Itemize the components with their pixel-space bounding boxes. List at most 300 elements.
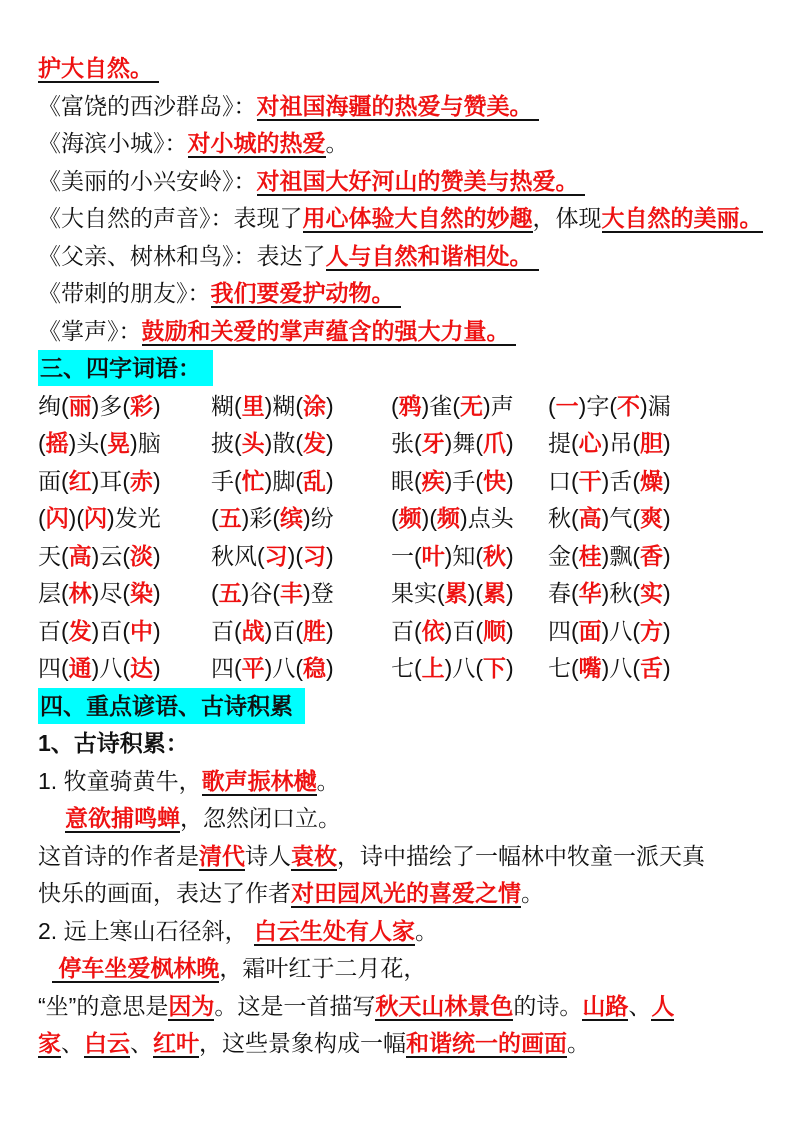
text-segment: “坐”的意思是 xyxy=(38,992,169,1019)
text-segment: 、 xyxy=(130,1030,153,1056)
text-segment: ( xyxy=(122,617,131,644)
text-segment: ) xyxy=(506,617,514,644)
text-segment-red-underline: 对祖国海疆的热爱与赞美。 xyxy=(256,92,539,119)
text-segment: ) xyxy=(601,617,610,644)
text-segment-red-underline: 歌声振林樾 xyxy=(201,767,317,794)
idiom-cell xyxy=(391,500,548,538)
text-segment-red: 燥 xyxy=(640,467,664,494)
text-segment: 雀 xyxy=(429,392,453,419)
text-segment: ) xyxy=(506,580,514,606)
idiom-cell xyxy=(211,538,391,576)
text-segment: ) xyxy=(264,617,273,644)
text-segment-red: 上 xyxy=(421,655,445,681)
text-segment-red-underline: 山路 xyxy=(582,992,629,1019)
text-segment: 八 xyxy=(99,655,123,681)
text-segment: 口 xyxy=(548,467,571,494)
text-segment: 、 xyxy=(628,992,652,1019)
idiom-cell xyxy=(38,575,211,613)
text-segment: 纷 xyxy=(310,505,334,531)
text-segment-red-underline: 因为 xyxy=(168,992,215,1019)
text-segment: 脑 xyxy=(137,430,161,456)
text-segment-red: 叶 xyxy=(421,542,445,569)
idiom-row xyxy=(38,613,775,651)
text-segment: 百 xyxy=(272,617,296,644)
text-segment-red: 闪 xyxy=(84,505,108,531)
text-segment-red: 鸦 xyxy=(398,392,422,419)
text-segment-red: 牙 xyxy=(421,430,445,456)
text-segment-red: 累 xyxy=(444,580,468,606)
text-segment-red: 实 xyxy=(640,580,664,606)
text-segment-red: 缤 xyxy=(280,505,304,531)
text-segment-red-underline: 红叶 xyxy=(153,1030,199,1056)
text-segment: 《海滨小城》： xyxy=(38,130,188,156)
text-segment-red: 赤 xyxy=(130,467,154,494)
text-segment: ) xyxy=(91,655,100,681)
text-segment: ) xyxy=(663,467,671,494)
idiom-cell xyxy=(211,500,391,538)
text-segment-red-underline: 和谐统一的画面 xyxy=(406,1030,567,1056)
text-segment-red-underline: 白云 xyxy=(84,1030,130,1056)
text-segment: ( xyxy=(295,617,304,644)
text-segment: ( xyxy=(452,392,461,419)
text-segment: ( xyxy=(99,430,108,456)
text-segment: ) xyxy=(601,467,610,494)
text-segment-red: 爪 xyxy=(483,430,507,456)
text-segment: ) xyxy=(506,655,514,681)
text-segment: ( xyxy=(414,655,422,681)
text-segment: ( xyxy=(272,505,281,531)
text-segment: 天 xyxy=(38,542,61,569)
text-segment-red: 频 xyxy=(398,505,422,531)
text-segment: 登 xyxy=(310,580,334,606)
text-segment-red: 秋 xyxy=(483,542,507,569)
text-segment: ) xyxy=(663,655,671,681)
text-segment: 。 xyxy=(325,130,349,156)
text-segment: 1. 牧童骑黄牛， xyxy=(38,767,202,794)
text-segment-red-underline: 大自然的美丽。 xyxy=(601,205,763,231)
text-segment: 字 xyxy=(586,392,610,419)
text-segment: 《美丽的小兴安岭》： xyxy=(38,167,257,194)
text-segment: 《富饶的西沙群岛》： xyxy=(38,92,257,119)
text-segment: ( xyxy=(234,430,242,456)
text-segment: 一 xyxy=(391,542,414,569)
section-4-header xyxy=(38,688,775,726)
text-segment: ( xyxy=(632,617,641,644)
text-segment: 七 xyxy=(391,655,414,681)
text-segment: ) xyxy=(130,430,138,456)
text-segment: ) xyxy=(578,392,587,419)
text-segment-red: 战 xyxy=(241,617,265,644)
poem1-line2 xyxy=(38,800,775,838)
text-segment: ( xyxy=(61,655,69,681)
text-segment: ( xyxy=(234,467,242,494)
text-segment: ( xyxy=(295,655,304,681)
text-segment: ( xyxy=(571,467,579,494)
text-segment-red: 高 xyxy=(578,505,602,531)
text-segment: 层 xyxy=(38,580,61,606)
text-segment: ( xyxy=(475,467,484,494)
text-segment: ( xyxy=(475,542,484,569)
text-segment-red-underline: 白云生处有人家 xyxy=(253,917,415,944)
text-segment: ( xyxy=(122,542,131,569)
text-segment: 眼 xyxy=(391,467,414,494)
text-segment-red-underline: 意欲捕鸣蝉 xyxy=(65,805,180,831)
text-segment: ( xyxy=(571,430,579,456)
poem1-analysis-2 xyxy=(38,875,775,913)
poem2-line1 xyxy=(38,913,775,951)
text-segment: ( xyxy=(122,467,131,494)
lesson-applause xyxy=(38,313,775,351)
text-segment-red-underline: 袁枚 xyxy=(291,842,337,869)
lesson-prickly-friend xyxy=(38,275,775,313)
text-segment: ) xyxy=(264,430,273,456)
idiom-cell xyxy=(38,463,211,501)
text-segment-red: 里 xyxy=(241,392,265,419)
text-segment: ( xyxy=(61,467,69,494)
idiom-cell xyxy=(548,613,775,651)
text-segment-red-underline: 对小城的热爱 xyxy=(187,130,326,156)
text-segment: ) xyxy=(506,467,514,494)
text-segment: ( xyxy=(414,430,422,456)
text-segment: ( xyxy=(632,467,641,494)
text-segment: ( xyxy=(61,617,69,644)
idiom-cell xyxy=(391,388,548,426)
text-segment-red: 发 xyxy=(68,617,92,644)
text-segment: ) xyxy=(326,542,334,569)
text-segment-red-underline: 对田园风光的喜爱之情 xyxy=(291,880,521,906)
text-segment: 的诗。 xyxy=(513,992,583,1019)
text-segment-red: 染 xyxy=(130,580,154,606)
idiom-row xyxy=(38,538,775,576)
text-segment: 、 xyxy=(61,1030,84,1056)
text-segment: ( xyxy=(571,617,579,644)
text-segment-red-underline: 鼓励和关爱的掌声蕴含的强大力量。 xyxy=(141,317,516,344)
text-segment: 春 xyxy=(548,580,571,606)
text-segment: 这首诗的作者是 xyxy=(38,842,199,869)
text-segment: ( xyxy=(414,617,422,644)
text-segment-red: 舌 xyxy=(640,655,664,681)
text-segment-red: 一 xyxy=(555,392,579,419)
text-segment: ) xyxy=(467,580,476,606)
text-segment: ) xyxy=(241,580,250,606)
text-segment: ( xyxy=(429,505,438,531)
text-segment: ( xyxy=(211,580,219,606)
text-segment: ( xyxy=(122,655,131,681)
text-segment-red-underline: 停车坐爱枫林晚 xyxy=(52,955,220,981)
text-segment-red: 红 xyxy=(68,467,92,494)
text-segment: ) xyxy=(326,655,334,681)
text-segment: 百 xyxy=(452,617,476,644)
text-segment: 点头 xyxy=(467,505,514,531)
text-segment: ) xyxy=(287,542,296,569)
text-segment: ( xyxy=(122,392,131,419)
text-segment: 四 xyxy=(548,617,571,644)
lesson-father-woods-birds xyxy=(38,238,775,276)
text-segment: 百 xyxy=(99,617,123,644)
text-segment: 《父亲、树林和鸟》：表达了 xyxy=(38,242,326,269)
text-segment: 《掌声》： xyxy=(38,317,142,344)
document-content xyxy=(38,50,775,1063)
idiom-cell xyxy=(548,425,775,463)
text-segment: ( xyxy=(234,392,242,419)
text-segment: ) xyxy=(153,617,161,644)
text-segment-red: 爽 xyxy=(640,505,664,531)
text-segment: ，体现 xyxy=(532,205,602,231)
idiom-row xyxy=(38,575,775,613)
text-segment-red: 摇 xyxy=(45,430,69,456)
text-segment: ) xyxy=(663,542,671,569)
text-segment: ( xyxy=(571,655,579,681)
text-segment: 知 xyxy=(452,542,476,569)
text-segment: 谷 xyxy=(249,580,273,606)
text-segment: 秋 xyxy=(548,505,571,531)
text-segment: 发光 xyxy=(114,505,161,531)
text-segment: 绚 xyxy=(38,392,61,419)
text-segment: 耳 xyxy=(99,467,123,494)
text-segment: ) xyxy=(601,655,610,681)
text-segment-red: 淡 xyxy=(130,542,154,569)
section-header: 四、重点谚语、古诗积累 xyxy=(38,688,305,724)
idiom-cell xyxy=(38,500,211,538)
text-segment: 云 xyxy=(99,542,123,569)
idiom-cell xyxy=(38,425,211,463)
idiom-cell xyxy=(391,425,548,463)
text-segment: ) xyxy=(506,430,514,456)
text-segment: ) xyxy=(444,617,453,644)
text-segment-red: 忙 xyxy=(241,467,265,494)
idiom-cell xyxy=(38,538,211,576)
text-segment: 八 xyxy=(452,655,476,681)
idiom-cell xyxy=(38,613,211,651)
text-segment: ) xyxy=(91,617,100,644)
idiom-row xyxy=(38,388,775,426)
text-segment: 散 xyxy=(272,430,296,456)
text-segment-red-underline: 人 xyxy=(651,992,675,1019)
text-segment-red-underline: 清代 xyxy=(199,842,245,869)
text-segment: ( xyxy=(38,430,46,456)
text-segment: 舌 xyxy=(609,467,633,494)
text-segment-red: 依 xyxy=(421,617,445,644)
text-segment-red-underline: 秋天山林景色 xyxy=(375,992,514,1019)
text-segment-red-underline: 对祖国大好河山的赞美与热爱。 xyxy=(256,167,585,194)
text-segment-red: 丽 xyxy=(68,392,92,419)
text-segment: 头 xyxy=(76,430,100,456)
text-segment: ( xyxy=(295,542,304,569)
lesson-xisha-islands xyxy=(38,88,775,126)
text-segment: 披 xyxy=(211,430,234,456)
text-segment: ( xyxy=(295,392,304,419)
text-segment-red: 头 xyxy=(241,430,265,456)
text-segment: 提 xyxy=(548,430,571,456)
text-segment: ) xyxy=(421,505,430,531)
text-segment-red-underline: 我们要爱护动物。 xyxy=(210,280,401,306)
idiom-cell xyxy=(548,500,775,538)
text-segment-red: 方 xyxy=(640,617,664,644)
text-segment: 吊 xyxy=(609,430,633,456)
text-segment: ( xyxy=(38,505,46,531)
idiom-row xyxy=(38,425,775,463)
text-segment-bold: 1、古诗积累： xyxy=(38,730,189,756)
text-segment-red: 林 xyxy=(68,580,92,606)
text-segment: 彩 xyxy=(249,505,273,531)
text-segment-red: 稳 xyxy=(303,655,327,681)
idiom-cell xyxy=(211,388,391,426)
text-segment: ) xyxy=(421,392,430,419)
text-segment: ) xyxy=(68,505,77,531)
text-segment-red: 心 xyxy=(578,430,602,456)
text-segment: ) xyxy=(444,542,453,569)
text-segment: ( xyxy=(234,655,242,681)
text-segment: 糊 xyxy=(211,392,234,419)
idiom-cell xyxy=(211,425,391,463)
text-segment: ，这些景象构成一幅 xyxy=(199,1030,406,1056)
text-segment: ) xyxy=(601,580,610,606)
text-segment-red: 快 xyxy=(483,467,507,494)
text-segment-red: 五 xyxy=(218,505,242,531)
idiom-cell xyxy=(391,538,548,576)
text-segment: ( xyxy=(76,505,85,531)
text-segment: ( xyxy=(571,505,579,531)
text-segment-red: 嘴 xyxy=(578,655,602,681)
text-segment-red: 疾 xyxy=(421,467,445,494)
text-segment: ) xyxy=(153,542,161,569)
text-segment: ( xyxy=(391,392,399,419)
poem2-analysis-2 xyxy=(38,1025,775,1063)
text-segment: ) xyxy=(303,580,311,606)
text-segment: ( xyxy=(272,580,281,606)
text-segment: ，霜叶红于二月花， xyxy=(219,955,427,981)
text-segment: 秋风 xyxy=(211,542,257,569)
text-segment: ( xyxy=(437,580,445,606)
text-segment: ) xyxy=(640,392,648,419)
text-segment: ) xyxy=(326,430,334,456)
text-segment: ) xyxy=(483,392,491,419)
text-segment-red: 习 xyxy=(303,542,327,569)
text-segment: ( xyxy=(61,542,69,569)
text-segment: ) xyxy=(601,505,610,531)
text-segment-red: 五 xyxy=(218,580,242,606)
text-segment-red: 高 xyxy=(68,542,92,569)
text-segment: ( xyxy=(609,392,618,419)
text-segment: ) xyxy=(326,467,334,494)
text-segment-red: 达 xyxy=(130,655,154,681)
text-segment: 诗人 xyxy=(245,842,291,869)
text-segment: ( xyxy=(571,542,579,569)
text-segment-red: 干 xyxy=(578,467,602,494)
text-segment: ( xyxy=(234,617,242,644)
text-segment-red: 下 xyxy=(483,655,507,681)
text-segment: ) xyxy=(91,392,100,419)
text-segment: ) xyxy=(444,430,453,456)
text-segment: 百 xyxy=(38,617,61,644)
text-segment: 。 xyxy=(521,880,544,906)
carryover-line xyxy=(38,50,775,88)
idiom-cell xyxy=(211,650,391,688)
text-segment: ( xyxy=(475,655,484,681)
text-segment: ) xyxy=(601,430,610,456)
text-segment: ( xyxy=(632,505,641,531)
text-segment-red: 乱 xyxy=(303,467,327,494)
text-segment: ) xyxy=(91,580,100,606)
text-segment-red: 无 xyxy=(460,392,484,419)
text-segment: 气 xyxy=(609,505,633,531)
poem1-analysis-1 xyxy=(38,838,775,876)
text-segment: ( xyxy=(475,430,484,456)
text-segment-red: 香 xyxy=(640,542,664,569)
text-segment: 。这是一首描写 xyxy=(214,992,376,1019)
text-segment-red-underline: 家 xyxy=(38,1030,61,1056)
text-segment: ) xyxy=(663,505,671,531)
text-segment: ) xyxy=(153,655,161,681)
text-segment: 八 xyxy=(272,655,296,681)
text-segment: 。 xyxy=(414,917,438,944)
text-segment-red: 发 xyxy=(303,430,327,456)
text-segment-red: 面 xyxy=(578,617,602,644)
idiom-cell xyxy=(38,650,211,688)
idiom-cell xyxy=(211,613,391,651)
text-segment: ) xyxy=(303,505,311,531)
idiom-cell xyxy=(548,538,775,576)
text-segment: ) xyxy=(68,430,77,456)
text-segment: ) xyxy=(153,392,161,419)
poem-section-title xyxy=(38,725,775,763)
text-segment: 手 xyxy=(452,467,476,494)
text-segment: ) xyxy=(264,655,273,681)
text-segment: ( xyxy=(475,617,484,644)
text-segment-red-underline: 护大自然。 xyxy=(38,55,160,81)
text-segment: 《大自然的声音》：表现了 xyxy=(38,205,303,231)
text-segment: 四 xyxy=(38,655,61,681)
text-segment: 手 xyxy=(211,467,234,494)
text-segment: ( xyxy=(295,467,304,494)
text-segment: ) xyxy=(326,392,334,419)
text-segment: 。 xyxy=(567,1030,590,1056)
text-segment-red: 顺 xyxy=(483,617,507,644)
text-segment: 金 xyxy=(548,542,571,569)
text-segment: ( xyxy=(475,580,484,606)
idiom-cell xyxy=(391,650,548,688)
text-segment: ) xyxy=(663,430,671,456)
text-segment: ( xyxy=(632,430,641,456)
text-segment: ) xyxy=(444,655,453,681)
text-segment: ( xyxy=(295,430,304,456)
text-segment: ( xyxy=(257,542,265,569)
text-segment: 果实 xyxy=(391,580,437,606)
text-segment: 八 xyxy=(609,617,633,644)
text-segment: 脚 xyxy=(272,467,296,494)
text-segment: ( xyxy=(61,580,69,606)
text-segment: 2. 远上寒山石径斜， xyxy=(38,917,254,944)
text-segment: ) xyxy=(264,392,273,419)
text-segment: ) xyxy=(153,467,161,494)
text-segment: ，诗中描绘了一幅林中牧童一派天真 xyxy=(337,842,705,869)
text-segment: 舞 xyxy=(452,430,476,456)
text-segment: 声 xyxy=(490,392,514,419)
text-segment: 面 xyxy=(38,467,61,494)
idiom-row xyxy=(38,500,775,538)
text-segment: ( xyxy=(391,505,399,531)
lesson-seaside-town xyxy=(38,125,775,163)
text-segment: ( xyxy=(414,467,422,494)
text-segment: 四 xyxy=(211,655,234,681)
idiom-cell xyxy=(38,388,211,426)
text-segment: 。 xyxy=(316,767,340,794)
text-segment: 七 xyxy=(548,655,571,681)
idiom-cell xyxy=(548,650,775,688)
text-segment: 糊 xyxy=(272,392,296,419)
text-segment: ( xyxy=(632,655,641,681)
idiom-cell xyxy=(211,463,391,501)
